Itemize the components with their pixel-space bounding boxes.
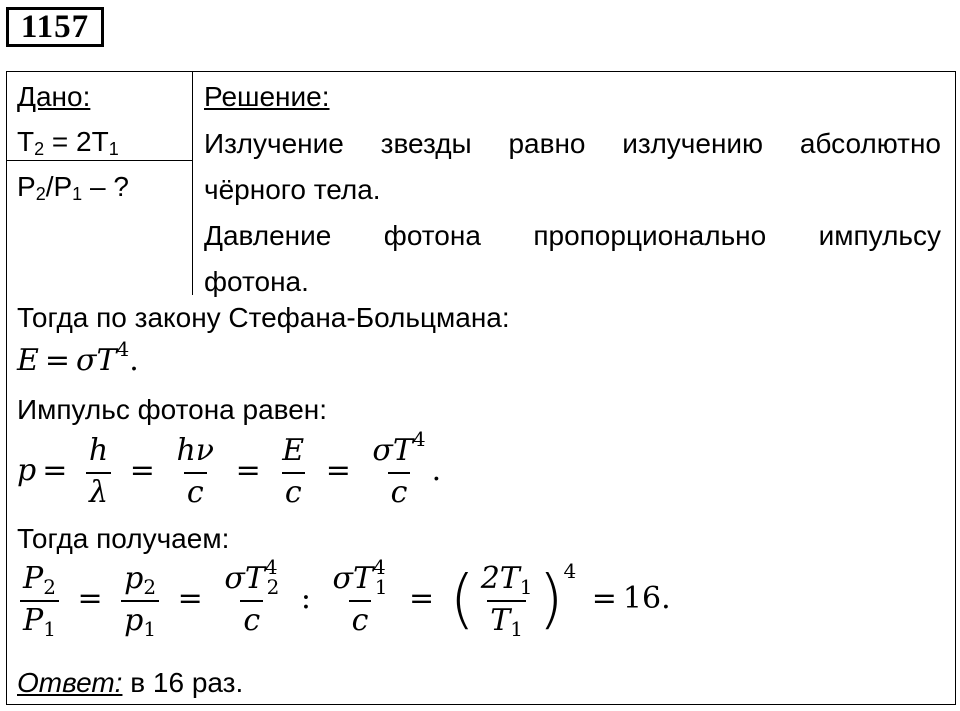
solution-heading: Решение: bbox=[204, 81, 330, 112]
answer bbox=[17, 666, 243, 700]
impulse-text: Импульс фотона равен: bbox=[17, 394, 328, 425]
then-text: Тогда получаем: bbox=[17, 523, 230, 554]
given-question: $P_2/P_1$ – ? bbox=[17, 171, 129, 204]
problem-number: 1157 bbox=[6, 7, 104, 47]
answer-label: Ответ: bbox=[17, 667, 123, 698]
answer-text: в 16 раз. bbox=[122, 667, 244, 698]
solution-line: Давление фотона пропорционально импульсу bbox=[204, 220, 941, 251]
solution-line: чёрного тела. bbox=[204, 174, 381, 205]
given-heading: Дано: bbox=[17, 81, 91, 112]
solution-text bbox=[204, 121, 941, 305]
solution-line: Излучение звезды равно излучению абсолютно bbox=[204, 128, 941, 159]
energy-formula: $E = \sigma T^4$. bbox=[17, 337, 139, 378]
momentum-formula: p = $\frac{h}{\lambda}$ = $\frac{h\nu}{c}$ = $\frac{E}{c}$ = $\frac{\sigma T^4}{c}$ . bbox=[17, 427, 442, 510]
solution-line: фотона. bbox=[204, 266, 309, 297]
given-condition: $T_2 = 2T_1$ bbox=[17, 126, 119, 159]
given-divider-vertical bbox=[192, 71, 193, 295]
given-divider-horizontal bbox=[6, 160, 193, 161]
stefan-text: Тогда по закону Стефана-Больцмана: bbox=[17, 302, 510, 333]
ratio-formula: $\frac{P_2}{P_1}$ = $\frac{p_2}{p_1}$ = $\frac{\sigma T^4_2}{c}$ : $\frac{\sigma T^4_1}{c}$ = ( $\frac{2T_1}{T_1}$ )$^4$ = 16. bbox=[17, 562, 671, 638]
